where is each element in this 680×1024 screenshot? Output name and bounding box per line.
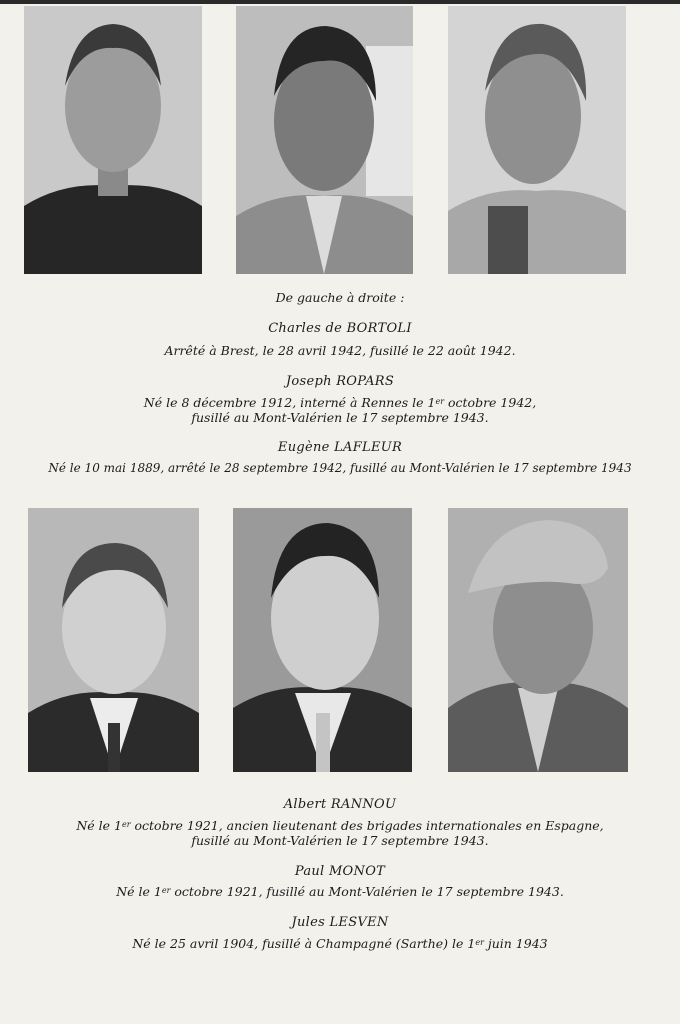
bio-joseph-ropars-line1: Né le 8 décembre 1912, interné à Rennes le 1er octobre 1942, <box>143 395 537 410</box>
bio-paul-monot: Né le 1er octobre 1921, fusillé au Mont-Valérien le 17 septembre 1943. <box>116 884 564 899</box>
name-eugene-lafleur: Eugène LAFLEUR <box>277 440 403 455</box>
name-joseph-ropars: Joseph ROPARS <box>285 374 395 389</box>
name-jules-lesven: Jules LESVEN <box>291 915 389 930</box>
caption-intro: De gauche à droite : <box>275 290 405 305</box>
bio-albert-rannou-line2: fusillé au Mont-Valérien le 17 septembre 1943. <box>191 833 489 848</box>
bio-albert-rannou-line1: Né le 1er octobre 1921, ancien lieutenant des brigades internationales en Espagne, <box>76 818 604 833</box>
photo-paul-monot <box>233 508 412 772</box>
bio-charles-de-bortoli: Arrêté à Brest, le 28 avril 1942, fusillé le 22 août 1942. <box>164 343 516 358</box>
name-paul-monot: Paul MONOT <box>294 864 386 879</box>
photo-joseph-ropars <box>236 6 413 274</box>
bio-eugene-lafleur: Né le 10 mai 1889, arrêté le 28 septembre 1942, fusillé au Mont-Valérien le 17 septembre 1943 <box>48 461 632 475</box>
photo-eugene-lafleur <box>448 6 626 274</box>
page-top-edge <box>0 0 680 4</box>
name-albert-rannou: Albert RANNOU <box>283 797 397 812</box>
photo-charles-de-bortoli <box>24 6 202 274</box>
bio-jules-lesven: Né le 25 avril 1904, fusillé à Champagné (Sarthe) le 1er juin 1943 <box>132 936 548 951</box>
bio-joseph-ropars-line2: fusillé au Mont-Valérien le 17 septembre 1943. <box>191 410 489 425</box>
photo-albert-rannou <box>28 508 199 772</box>
photo-jules-lesven <box>448 508 628 772</box>
name-charles-de-bortoli: Charles de BORTOLI <box>268 321 412 336</box>
